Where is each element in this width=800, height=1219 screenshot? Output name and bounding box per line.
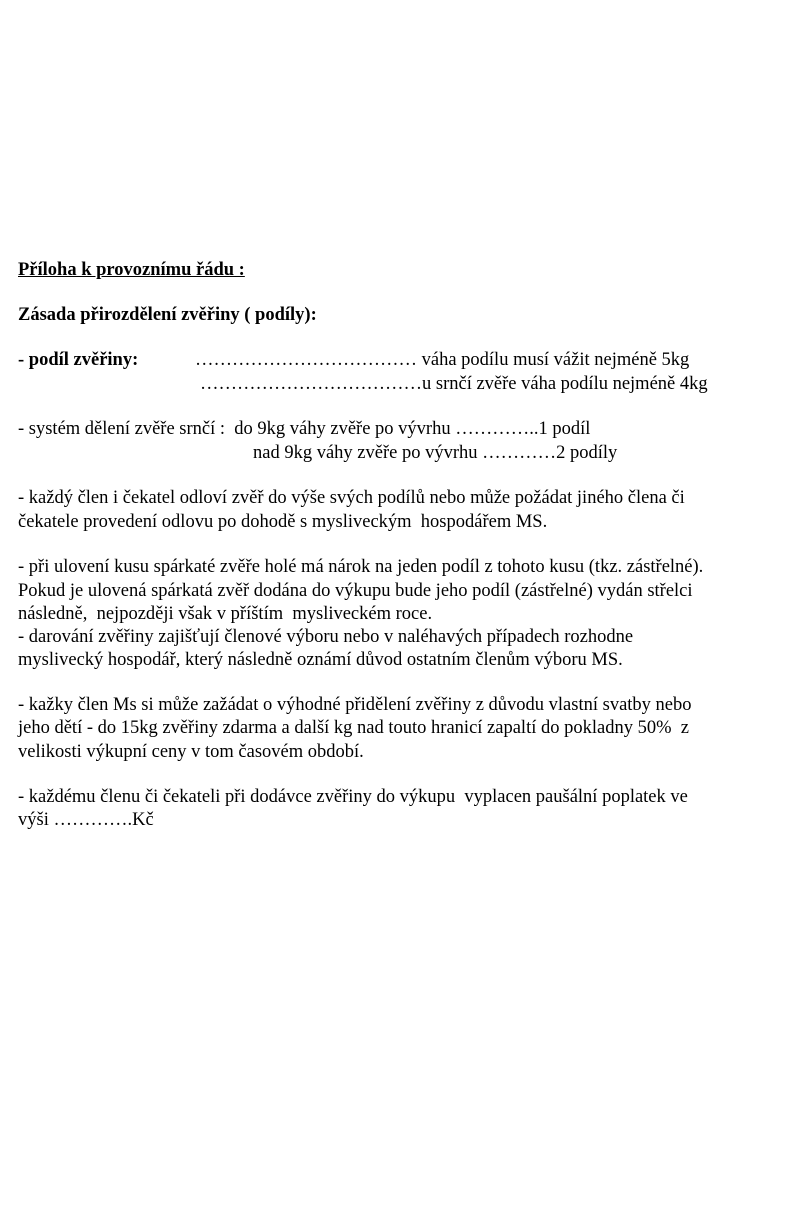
paragraph-5-line-1: - každému členu či čekateli při dodávce zvěřiny do výkupu vyplacen paušální poplatek ve [18,787,688,807]
paragraph-1-line-2: čekatele provedení odlovu po dohodě s mysliveckým hospodářem MS. [18,512,548,532]
heading: Příloha k provoznímu řádu : [18,260,245,280]
share-line-2: ………………………………u srnčí zvěře váha podílu nejméně 4kg [200,374,708,394]
division-line-1: - systém dělení zvěře srnčí : do 9kg váhy zvěře po vývrhu …………..1 podíl [18,419,591,439]
paragraph-4-line-2: jeho dětí - do 15kg zvěřiny zdarma a další kg nad touto hranicí zapaltí do pokladny 50% z [18,718,689,738]
paragraph-4-line-3: velikosti výkupní ceny v tom časovém období. [18,742,364,762]
paragraph-3-line-1: - darování zvěřiny zajišťují členové výboru nebo v naléhavých případech rozhodne [18,627,634,647]
paragraph-4-line-1: - kažky člen Ms si může zažádat o výhodné přidělení zvěřiny z důvodu vlastní svatby nebo [18,695,692,715]
paragraph-2-line-2: Pokud je ulovená spárkatá zvěř dodána do výkupu bude jeho podíl (zástřelné) vydán střelci [18,581,693,601]
division-line-2: nad 9kg váhy zvěře po vývrhu …………2 podíly [253,443,618,463]
paragraph-5-line-2: výši ………….Kč [18,810,154,830]
share-line-1: ……………………………… váha podílu musí vážit nejméně 5kg [195,350,690,370]
paragraph-2-line-1: - při ulovení kusu spárkaté zvěře holé má nárok na jeden podíl z tohoto kusu (tkz. zástřelné). [18,557,704,577]
paragraph-2-line-3: následně, nejpozději však v příštím mysliveckém roce. [18,604,433,624]
paragraph-1-line-1: - každý člen i čekatel odloví zvěř do výše svých podílů nebo může požádat jiného člena či [18,488,685,508]
subheading: Zásada přirozdělení zvěřiny ( podíly): [18,305,317,325]
paragraph-3-line-2: myslivecký hospodář, který následně oznámí důvod ostatním členům výboru MS. [18,650,623,670]
share-label: - podíl zvěřiny: [18,350,139,370]
